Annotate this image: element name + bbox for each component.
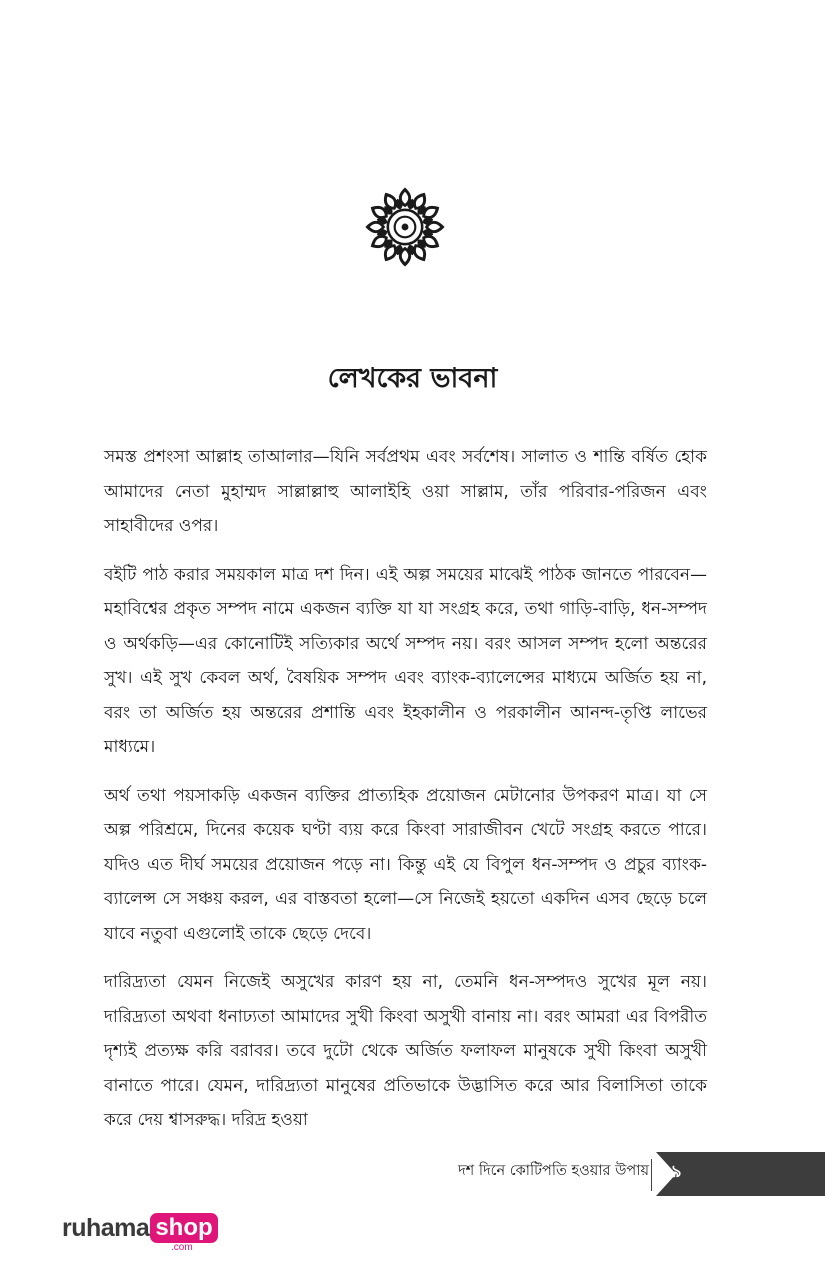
paragraph: অর্থ তথা পয়সাকড়ি একজন ব্যক্তির প্রাত্যহিক প্রয়োজন মেটানোর উপকরণ মাত্র। যা সে অল্প পরিশ্রমে, দিনের কয়েক ঘণ্টা ব্যয় করে কিংবা সারাজীবন খেটে সংগ্রহ করতে পারে। যদিও এত দীর্ঘ সময়ের প্রয়োজন পড়ে না। কিন্তু এই যে বিপুল ধন-সম্পদ ও প্রচুর ব্যাংক-ব্যালেন্স সে সঞ্চয় করল, এর বাস্তবতা হলো—সে নিজেই হয়তো একদিন এসব ছেড়ে চলে যাবে নতুবা এগুলোই তাকে ছেড়ে দেবে।: [104, 785, 707, 944]
footer-divider: [651, 1159, 652, 1191]
chapter-title: লেখকের ভাবনা: [327, 363, 498, 394]
logo-domain-text: .com: [171, 1242, 193, 1253]
ruhamashop-logo: [62, 1213, 218, 1257]
paragraph: দারিদ্র্যতা যেমন নিজেই অসুখের কারণ হয় না, তেমনি ধন-সম্পদও সুখের মূল নয়। দারিদ্র্যতা অথবা ধনাঢ্যতা আমাদের সুখী কিংবা অসুখী বানায় না। বরং আমরা এর বিপরীত দৃশ্যই প্রত্যক্ষ করি বরাবর। তবে দুটো থেকে অর্জিত ফলাফল মানুষকে সুখী কিংবা অসুখী বানাতে পারে। যেমন, দারিদ্র্যতা মানুষের প্রতিভাকে উদ্ভাসিত করে আর বিলাসিতা তাকে করে দেয় শ্বাসরুদ্ধ। দরিদ্র হওয়া: [104, 972, 707, 1130]
paragraph: সমস্ত প্রশংসা আল্লাহ তাআলার—যিনি সর্বপ্রথম এবং সর্বশেষ। সালাত ও শান্তি বর্ষিত হোক আমাদের নেতা মুহাম্মদ সাল্লাল্লাহু আলাইহি ওয়া সাল্লাম, তাঁর পরিবার-পরিজন এবং সাহাবীদের ওপর।: [104, 447, 707, 536]
logo-ruhama-text: ruhama: [62, 1214, 150, 1242]
body-text: [104, 440, 707, 1152]
mandala-ornament-icon: [362, 184, 448, 270]
paragraph: বইটি পাঠ করার সময়কাল মাত্র দশ দিন। এই অল্প সময়ের মাঝেই পাঠক জানতে পারবেন—মহাবিশ্বের প্রকৃত সম্পদ নামে একজন ব্যক্তি যা যা সংগ্রহ করে, তথা গাড়ি-বাড়ি, ধন-সম্পদ ও অর্থকড়ি—এর কোনোটিই সত্যিকার অর্থে সম্পদ নয়। বরং আসল সম্পদ হলো অন্তরের সুখ। এই সুখ কেবল অর্থ, বৈষয়িক সম্পদ এবং ব্যাংক-ব্যালেন্সের মাধ্যমে অর্জিত হয় না, বরং তা অর্জিত হয় অন্তরের প্রশান্তি এবং ইহকালীন ও পরকালীন আনন্দ-তৃপ্তি লাভের মাধ্যমে।: [104, 564, 707, 757]
page-number: ৯: [670, 1162, 682, 1182]
logo-shop-badge: shop: [150, 1213, 217, 1243]
running-footer-title: দশ দিনে কোটিপতি হওয়ার উপায়: [458, 1163, 649, 1179]
